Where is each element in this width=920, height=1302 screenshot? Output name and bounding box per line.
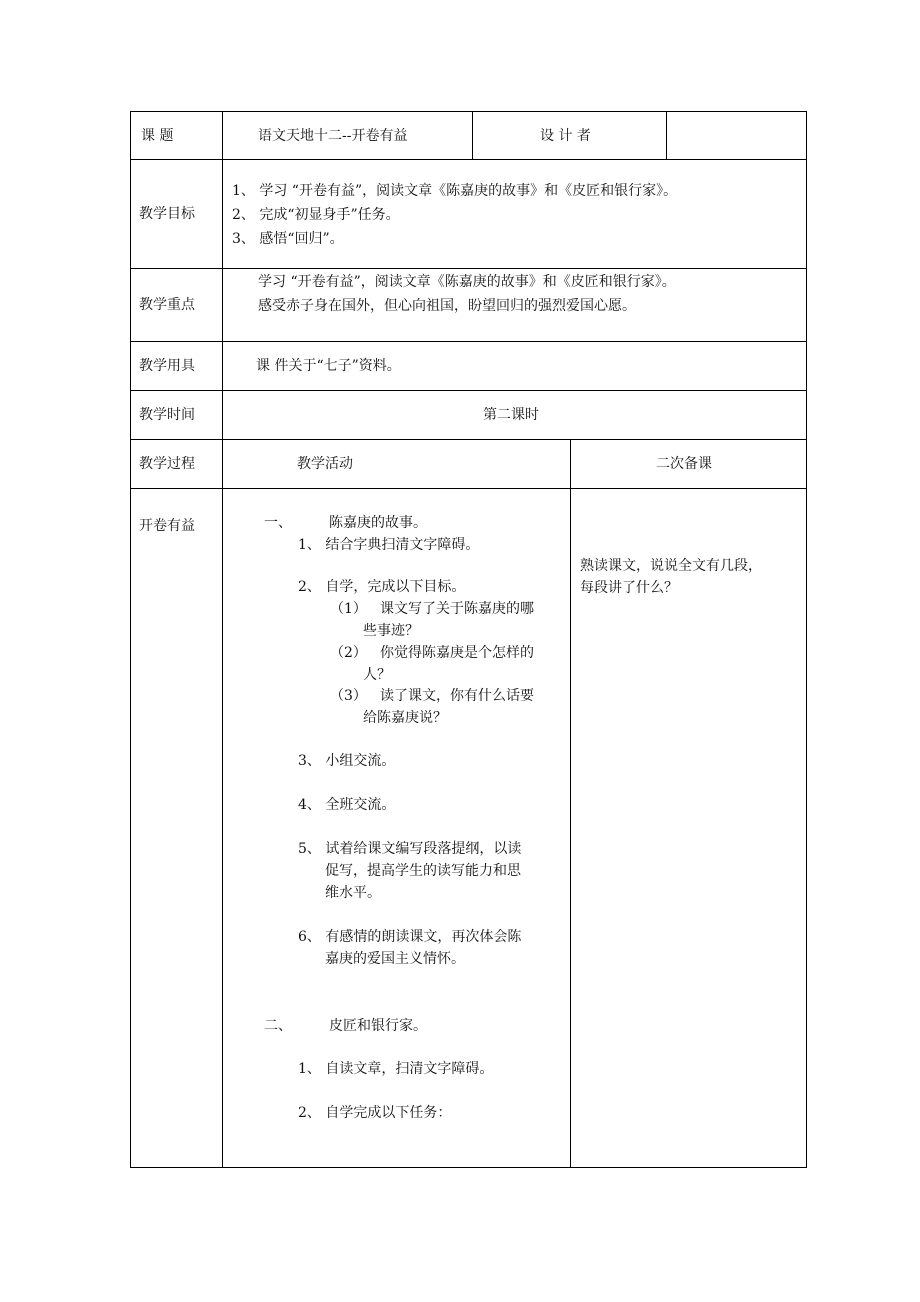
step-item: 2、 自学，完成以下目标。	[298, 579, 466, 595]
activity-column-header: 教学活动	[297, 456, 353, 472]
table-border-bottom	[130, 1167, 807, 1168]
question-text: 人？	[363, 667, 391, 683]
part-title: 陈嘉庚的故事。	[329, 515, 427, 531]
table-border-left	[130, 111, 131, 1168]
time-label: 教学时间	[139, 407, 195, 423]
question-text: 给陈嘉庚说？	[363, 710, 447, 726]
label-column-divider	[222, 111, 223, 1168]
question-text: 课文写了关于陈嘉庚的哪	[380, 601, 534, 617]
step-item: 1、 结合字典扫清文字障碍。	[298, 537, 480, 553]
step-item: 5、 试着给课文编写段落提纲，以读	[298, 841, 522, 857]
objective-item: 3、 感悟“回归”。	[232, 231, 344, 247]
step-item-continued: 促写，提高学生的读写能力和思	[325, 863, 521, 879]
row-divider	[130, 390, 807, 391]
process-label: 教学过程	[139, 456, 195, 472]
tools-label: 教学用具	[139, 358, 195, 374]
part-number: 一、	[264, 515, 292, 531]
question-text: 你觉得陈嘉庚是个怎样的	[380, 645, 534, 661]
step-item: 3、 小组交流。	[298, 753, 396, 769]
objective-item: 2、 完成“初显身手”任务。	[232, 207, 400, 223]
prep-note: 每段讲了什么？	[580, 580, 678, 596]
step-item: 2、 自学完成以下任务：	[298, 1105, 452, 1121]
step-item-continued: 维水平。	[325, 885, 381, 901]
key-point-line: 感受赤子身在国外，但心向祖国，盼望回归的强烈爱国心愿。	[258, 298, 636, 314]
objectives-label: 教学目标	[139, 206, 195, 222]
question-text: 些事迹？	[363, 623, 419, 639]
topic-value: 语文天地十二--开卷有益	[258, 128, 408, 144]
row-divider	[130, 439, 807, 440]
question-number: （1）	[330, 601, 367, 617]
question-number: （3）	[330, 688, 367, 704]
tools-value: 课 件关于“七子”资料。	[256, 358, 401, 374]
row-divider	[130, 341, 807, 342]
row-divider	[130, 268, 807, 269]
prep-column-header: 二次备课	[656, 456, 712, 472]
key-points-label: 教学重点	[139, 297, 195, 313]
step-item: 6、 有感情的朗读课文，再次体会陈	[298, 929, 522, 945]
table-border-right	[806, 111, 807, 1168]
part-number: 二、	[264, 1018, 292, 1034]
step-item-continued: 嘉庚的爱国主义情怀。	[325, 951, 465, 967]
row-divider	[130, 159, 807, 160]
header-divider	[666, 111, 667, 160]
question-number: （2）	[330, 645, 367, 661]
section-label: 开卷有益	[139, 518, 195, 534]
designer-label: 设 计 者	[540, 128, 591, 144]
header-divider	[472, 111, 473, 160]
step-item: 4、 全班交流。	[298, 797, 396, 813]
time-value: 第二课时	[483, 407, 539, 423]
topic-label: 课 题	[141, 128, 174, 144]
process-column-divider	[570, 439, 571, 1168]
part-title: 皮匠和银行家。	[329, 1018, 427, 1034]
objective-item: 1、 学习 “开卷有益”，阅读文章《陈嘉庚的故事》和《皮匠和银行家》。	[232, 183, 678, 199]
row-divider	[130, 488, 807, 489]
prep-note: 熟读课文，说说全文有几段，	[580, 558, 762, 574]
step-item: 1、 自读文章，扫清文字障碍。	[298, 1061, 494, 1077]
table-border-top	[130, 111, 807, 112]
question-text: 读了课文，你有什么话要	[380, 688, 534, 704]
key-point-line: 学习 “开卷有益”，阅读文章《陈嘉庚的故事》和《皮匠和银行家》。	[258, 274, 676, 290]
